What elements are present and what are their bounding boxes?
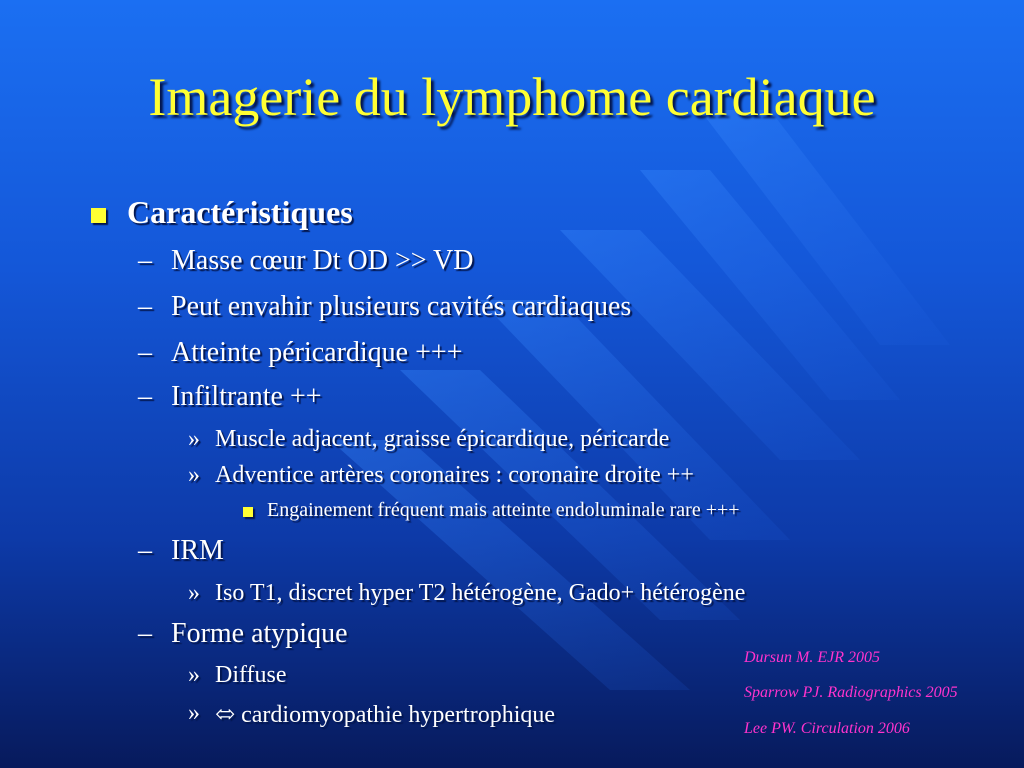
list-item: Peut envahir plusieurs cavités cardiaques (171, 291, 632, 322)
dash-bullet: – (138, 337, 152, 368)
reference: Sparrow PJ. Radiographics 2005 (744, 684, 958, 701)
section-heading: Caractéristiques (127, 194, 353, 230)
square-bullet (91, 208, 106, 223)
list-item: Masse cœur Dt OD >> VD (171, 245, 474, 276)
raquo-bullet: » (188, 580, 200, 606)
reference: Dursun M. EJR 2005 (744, 649, 880, 666)
list-item: Atteinte péricardique +++ (171, 337, 463, 368)
list-item: Adventice artères coronaires : coronaire droite ++ (215, 462, 694, 488)
raquo-bullet: » (188, 462, 200, 488)
dash-bullet: – (138, 291, 152, 322)
list-item: Infiltrante ++ (171, 381, 322, 412)
dash-bullet: – (138, 618, 152, 649)
list-item: Forme atypique (171, 618, 348, 649)
raquo-bullet: » (188, 426, 200, 452)
raquo-bullet: » (188, 662, 200, 688)
dash-bullet: – (138, 535, 152, 566)
list-item: Diffuse (215, 662, 287, 688)
square-bullet (243, 507, 253, 517)
reference: Lee PW. Circulation 2006 (744, 720, 910, 737)
dash-bullet: – (138, 381, 152, 412)
slide-title: Imagerie du lymphome cardiaque (148, 67, 876, 127)
list-item: IRM (171, 535, 224, 566)
raquo-bullet: » (188, 700, 200, 726)
list-item: ⬄ cardiomyopathie hypertrophique (215, 702, 556, 728)
list-item: Iso T1, discret hyper T2 hétérogène, Gado+ hétérogène (215, 580, 746, 606)
list-item: Muscle adjacent, graisse épicardique, péricarde (215, 426, 670, 452)
dash-bullet: – (138, 245, 152, 276)
list-item: Engainement fréquent mais atteinte endoluminale rare +++ (267, 499, 740, 521)
